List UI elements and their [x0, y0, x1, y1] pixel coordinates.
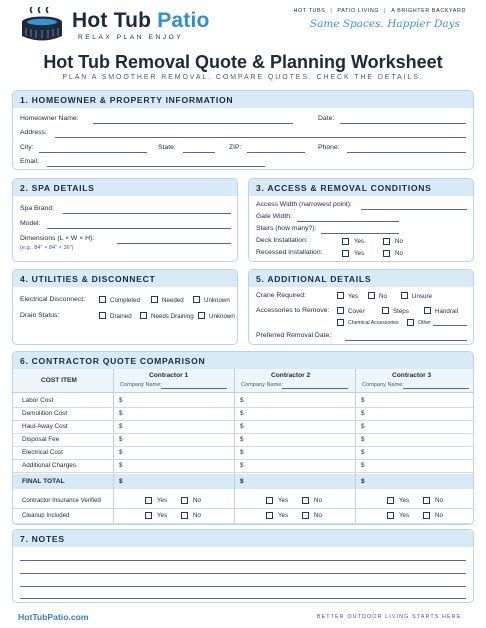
additional-details-section: [248, 269, 474, 345]
deck-no-checkbox[interactable]: [383, 238, 390, 245]
cost-input-c2[interactable]: $: [240, 436, 244, 443]
accessory-other-checkbox[interactable]: [407, 319, 414, 326]
check-no-c3[interactable]: [423, 497, 430, 504]
utilities-heading: 4. UTILITIES & DISCONNECT: [13, 270, 237, 287]
phone-label: Phone:: [318, 144, 340, 151]
contractor-1-header: Contractor 1: [149, 372, 189, 379]
accessory-steps-checkbox[interactable]: [382, 307, 389, 314]
crane-no-checkbox[interactable]: [368, 292, 375, 299]
check-yes-label: Yes: [278, 512, 289, 519]
crane-unsure-label: Unsure: [412, 293, 432, 300]
stairs-field[interactable]: [321, 233, 399, 234]
additional-details-heading: 5. ADDITIONAL DETAILS: [249, 270, 473, 287]
quote-comparison-section: [12, 351, 474, 525]
city-label: City:: [20, 144, 34, 151]
check-no-label: No: [314, 512, 322, 519]
accessory-cover-checkbox[interactable]: [337, 307, 344, 314]
gate-width-field[interactable]: [297, 221, 399, 222]
crane-no-label: No: [379, 293, 387, 300]
check-yes-label: Yes: [278, 497, 289, 504]
cost-input-c1[interactable]: $: [119, 449, 123, 456]
check-yes-c2[interactable]: [266, 512, 273, 519]
contractor-1-company-label: Company Name:: [120, 382, 162, 388]
cost-item-label: Demolition Cost: [22, 410, 68, 417]
electrical-needed-label: Needed: [162, 297, 184, 304]
cost-input-c1[interactable]: $: [119, 410, 123, 417]
accessory-other-field[interactable]: [433, 325, 467, 326]
table-row-divider: [13, 508, 474, 509]
crane-yes-checkbox[interactable]: [337, 292, 344, 299]
drain-needs-draining-label: Needs Draining: [151, 313, 194, 320]
cost-input-c1[interactable]: $: [119, 436, 123, 443]
contractor-3-header: Contractor 3: [392, 372, 432, 379]
contractor-1-company-field[interactable]: [161, 388, 227, 389]
electrical-unknown-label: Unknown: [204, 297, 230, 304]
check-no-label: No: [435, 512, 443, 519]
cost-input-c3[interactable]: $: [361, 397, 365, 404]
access-section: [248, 178, 474, 262]
cost-item-header: COST ITEM: [41, 377, 77, 384]
homeowner-name-field[interactable]: [93, 123, 293, 124]
check-no-label: No: [314, 497, 322, 504]
deck-yes-checkbox[interactable]: [342, 238, 349, 245]
accessory-cover-label: Cover: [348, 308, 365, 315]
check-yes-c3[interactable]: [387, 497, 394, 504]
deck-yes-label: Yes: [354, 238, 365, 245]
brand-tagline: RELAX PLAN ENJOY: [78, 34, 184, 41]
table-row-divider: [13, 523, 474, 524]
cost-item-label: Labor Cost: [22, 397, 54, 404]
accessory-handrail-checkbox[interactable]: [424, 307, 431, 314]
drain-drained-checkbox[interactable]: [99, 312, 106, 319]
check-no-c1[interactable]: [181, 497, 188, 504]
check-yes-label: Yes: [157, 512, 168, 519]
check-no-c2[interactable]: [302, 497, 309, 504]
check-no-c2[interactable]: [302, 512, 309, 519]
check-no-label: No: [193, 497, 201, 504]
contractor-2-header: Contractor 2: [271, 372, 311, 379]
cost-input-c3[interactable]: $: [361, 449, 365, 456]
final-total-c2-currency: $: [240, 478, 244, 485]
electrical-label: Electrical Disconnect:: [20, 296, 85, 303]
check-yes-c1[interactable]: [145, 512, 152, 519]
cost-item-label: Electrical Cost: [22, 449, 63, 456]
access-width-field[interactable]: [361, 209, 467, 210]
access-width-label: Access Width (narrowest point):: [256, 201, 352, 208]
recessed-no-checkbox[interactable]: [383, 250, 390, 257]
cost-input-c3[interactable]: $: [361, 423, 365, 430]
contractor-3-company-label: Company Name:: [362, 382, 404, 388]
removal-date-label: Preferred Removal Date:: [256, 332, 332, 339]
address-label: Address:: [20, 129, 47, 136]
email-field[interactable]: [47, 166, 265, 167]
removal-date-field[interactable]: [345, 340, 467, 341]
city-field[interactable]: [39, 152, 147, 153]
dimensions-field[interactable]: [117, 243, 231, 244]
zip-field[interactable]: [247, 152, 305, 153]
deck-label: Deck Installation:: [256, 237, 308, 244]
contractor-3-company-field[interactable]: [403, 388, 469, 389]
homeowner-section: [12, 90, 474, 170]
footer-website-link[interactable]: HotTubPatio.com: [18, 612, 89, 622]
notes-section: [12, 529, 474, 603]
table-row-divider: [13, 459, 474, 460]
contractor-2-company-label: Company Name:: [241, 382, 283, 388]
recessed-yes-label: Yes: [354, 250, 365, 257]
accessory-handrail-label: Handrail: [435, 308, 459, 315]
footer-tagline: BETTER OUTDOOR LIVING STARTS HERE.: [316, 614, 464, 620]
cost-item-label: Additional Charges: [22, 462, 76, 469]
access-heading: 3. ACCESS & REMOVAL CONDITIONS: [249, 179, 473, 196]
brand-name: Hot Tub Patio: [72, 9, 210, 32]
spa-brand-field[interactable]: [63, 213, 231, 214]
recessed-yes-checkbox[interactable]: [342, 250, 349, 257]
cost-input-c3[interactable]: $: [361, 410, 365, 417]
check-yes-c1[interactable]: [145, 497, 152, 504]
cost-item-label: Haul-Away Cost: [22, 423, 68, 430]
state-field[interactable]: [183, 152, 215, 153]
final-total-c1-currency: $: [119, 478, 123, 485]
model-field[interactable]: [47, 228, 231, 229]
drain-unknown-label: Unknown: [209, 313, 235, 320]
dimensions-hint: (e.g., 84" × 84" × 36"): [20, 245, 74, 251]
notes-heading: 7. NOTES: [13, 530, 473, 547]
accessory-steps-label: Steps: [393, 308, 409, 315]
accessories-label: Accessories to Remove:: [256, 307, 330, 314]
drain-needs-draining-checkbox[interactable]: [140, 312, 147, 319]
recessed-no-label: No: [395, 250, 403, 257]
check-no-label: No: [193, 512, 201, 519]
phone-field[interactable]: [347, 152, 466, 153]
model-label: Model:: [20, 220, 41, 227]
notes-line-3[interactable]: [20, 586, 466, 587]
state-label: State:: [158, 144, 176, 151]
recessed-label: Recessed Installation:: [256, 249, 323, 256]
contractor-2-company-field[interactable]: [282, 388, 348, 389]
check-yes-c3[interactable]: [387, 512, 394, 519]
electrical-completed-label: Completed: [110, 297, 140, 304]
table-row-divider: [13, 420, 474, 421]
final-total-c3-currency: $: [361, 478, 365, 485]
spa-brand-label: Spa Brand:: [20, 205, 55, 212]
drain-status-label: Drain Status:: [20, 312, 60, 319]
zip-label: ZIP:: [229, 144, 242, 151]
stairs-label: Stairs (how many?):: [256, 225, 317, 232]
check-no-c1[interactable]: [181, 512, 188, 519]
email-label: Email:: [20, 158, 39, 165]
cost-input-c2[interactable]: $: [240, 449, 244, 456]
homeowner-name-label: Homeowner Name:: [20, 115, 79, 122]
accessory-chemical-label: Chemical Accessories: [348, 320, 399, 326]
notes-line-2[interactable]: [20, 573, 466, 574]
cost-input-c2[interactable]: $: [240, 462, 244, 469]
drain-drained-label: Drained: [110, 313, 132, 320]
electrical-unknown-checkbox[interactable]: [193, 296, 200, 303]
cost-input-c2[interactable]: $: [240, 397, 244, 404]
accessory-chemical-checkbox[interactable]: [337, 319, 344, 326]
electrical-needed-checkbox[interactable]: [151, 296, 158, 303]
page-subtitle: PLAN A SMOOTHER REMOVAL. COMPARE QUOTES. CHECK THE DETAILS.: [62, 74, 424, 81]
table-row-divider: [13, 472, 474, 473]
check-no-c3[interactable]: [423, 512, 430, 519]
utilities-section: [12, 269, 238, 345]
date-label: Date:: [318, 115, 335, 122]
gate-width-label: Gate Width:: [256, 213, 292, 220]
table-row-divider: [13, 407, 474, 408]
final-total-label: FINAL TOTAL: [22, 478, 65, 485]
crane-unsure-checkbox[interactable]: [401, 292, 408, 299]
nav-brighter-backyard[interactable]: A BRIGHTER BACKYARD: [391, 8, 466, 14]
homeowner-heading: 1. HOMEOWNER & PROPERTY INFORMATION: [13, 91, 473, 108]
slogan: Same Spaces. Happier Days: [309, 18, 460, 30]
cost-input-c2[interactable]: $: [240, 423, 244, 430]
accessory-other-label: Other: [418, 320, 431, 326]
crane-label: Crane Required:: [256, 292, 306, 299]
check-yes-label: Yes: [399, 497, 410, 504]
address-field[interactable]: [55, 137, 466, 138]
cost-item-label: Disposal Fee: [22, 436, 60, 443]
table-row-divider: [13, 433, 474, 434]
quote-comparison-heading: 6. CONTRACTOR QUOTE COMPARISON: [13, 352, 473, 369]
crane-yes-label: Yes: [348, 293, 359, 300]
spa-details-section: [12, 178, 238, 262]
notes-line-4[interactable]: [20, 598, 466, 599]
check-no-label: No: [435, 497, 443, 504]
cost-input-c2[interactable]: $: [240, 410, 244, 417]
cost-input-c1[interactable]: $: [119, 462, 123, 469]
cost-input-c1[interactable]: $: [119, 423, 123, 430]
cost-input-c1[interactable]: $: [119, 397, 123, 404]
check-item-label: Contractor Insurance Verified: [22, 497, 101, 504]
check-yes-c2[interactable]: [266, 497, 273, 504]
notes-line-1[interactable]: [20, 560, 466, 561]
date-field[interactable]: [340, 123, 466, 124]
page-title: Hot Tub Removal Quote & Planning Worksheet: [43, 52, 443, 72]
nav-hot-tubs[interactable]: HOT TUBS: [293, 8, 326, 14]
electrical-completed-checkbox[interactable]: [99, 296, 106, 303]
deck-no-label: No: [395, 238, 403, 245]
dimensions-label: Dimensions (L × W × H):: [20, 235, 95, 242]
check-yes-label: Yes: [399, 512, 410, 519]
nav-patio-living[interactable]: PATIO LIVING: [337, 8, 380, 14]
check-item-label: Cleanup Included: [22, 512, 70, 519]
page-header: [0, 0, 486, 48]
drain-unknown-checkbox[interactable]: [198, 312, 205, 319]
top-nav: HOT TUBS | PATIO LIVING | A BRIGHTER BACKYARD: [293, 8, 466, 14]
cost-input-c3[interactable]: $: [361, 436, 365, 443]
cost-input-c3[interactable]: $: [361, 462, 365, 469]
check-yes-label: Yes: [157, 497, 168, 504]
spa-details-heading: 2. SPA DETAILS: [13, 179, 237, 196]
hot-tub-logo-icon: [18, 7, 66, 47]
table-row-divider: [13, 446, 474, 447]
